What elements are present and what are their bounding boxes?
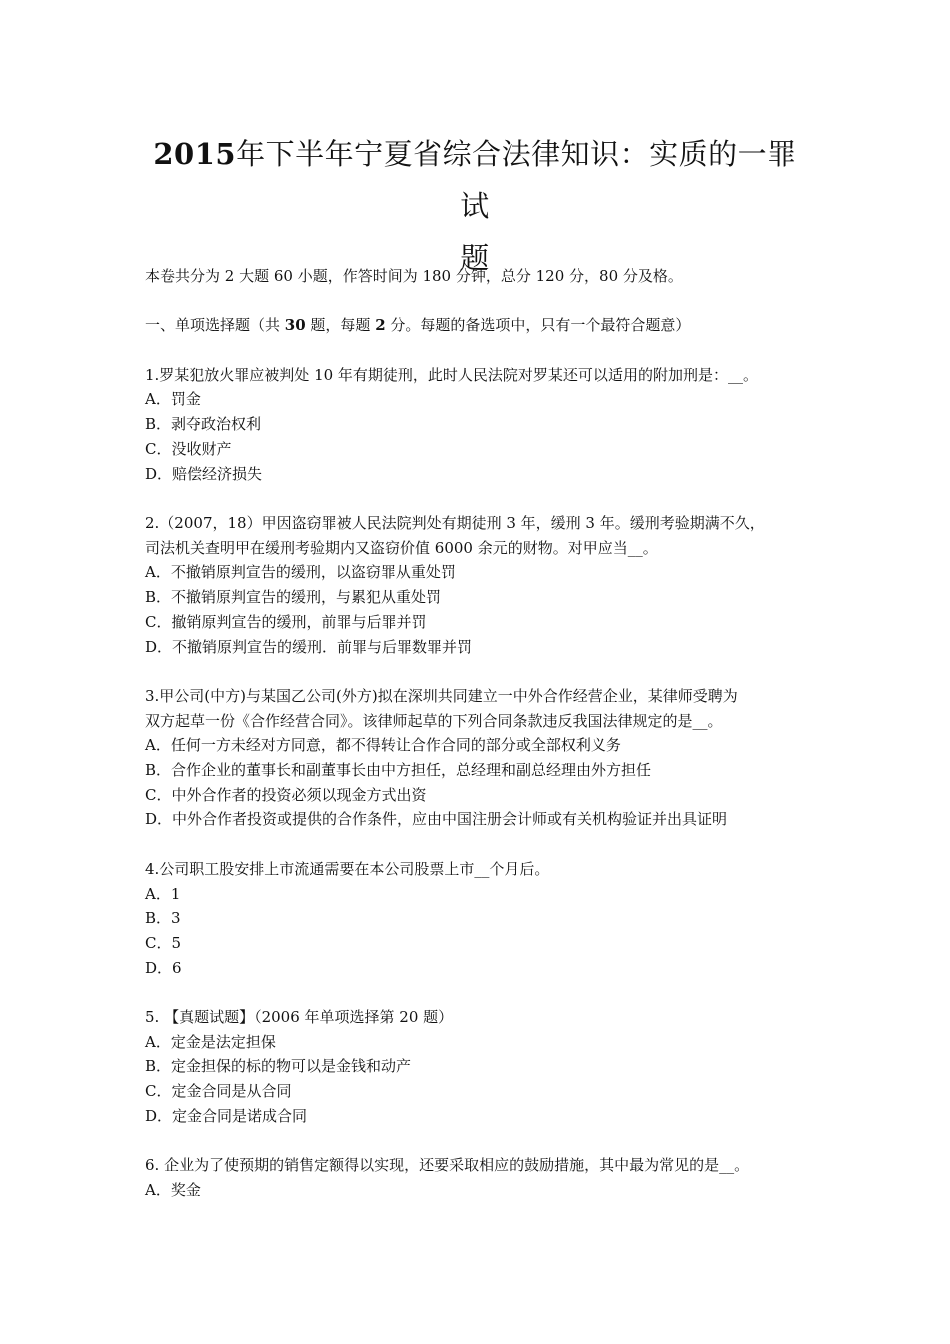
section-heading: 一、单项选择题（共 30 题，每题 2 分。每题的备选项中，只有一个最符合题意） [145, 316, 691, 335]
option-c: C．中外合作者的投资必须以现金方式出资 [145, 785, 427, 804]
title-line-2: 题 [460, 241, 490, 275]
question-6 [145, 1153, 810, 1202]
question-5 [145, 1005, 810, 1129]
option-b: B．3 [145, 909, 181, 928]
question-stem: 2.（2007，18）甲因盗窃罪被人民法院判处有期徒刑 3 年，缓刑 3 年。缓刑考验期满不久， [145, 513, 765, 532]
points-per-question: 2 [375, 316, 386, 335]
question-stem: 3.甲公司(中方)与某国乙公司(外方)拟在深圳共同建立一中外合作经营企业，某律师受聘为 [145, 686, 738, 705]
document-title [140, 128, 810, 284]
option-a: A．不撤销原判宣告的缓刑，以盗窃罪从重处罚 [145, 563, 456, 582]
option-b: B．合作企业的董事长和副董事长由中方担任，总经理和副总经理由外方担任 [145, 761, 652, 779]
option-d: D．不撤销原判宣告的缓刑．前罪与后罪数罪并罚 [145, 637, 473, 656]
option-c: C．没收财产 [145, 439, 232, 458]
question-stem: 1.罗某犯放火罪应被判处 10 年有期徒刑，此时人民法院对罗某还可以适用的附加刑是：__。 [145, 365, 758, 384]
document-body [145, 264, 810, 1203]
question-stem: 4.公司职工股安排上市流通需要在本公司股票上市__个月后。 [145, 859, 550, 878]
question-1 [145, 363, 810, 487]
option-b: B．剥夺政治权利 [145, 415, 262, 434]
title-text: 年下半年宁夏省综合法律知识：实质的一罪试 [236, 137, 797, 223]
question-count: 30 [284, 316, 306, 335]
option-c: C．定金合同是从合同 [145, 1082, 292, 1101]
question-stem: 6. 企业为了使预期的销售定额得以实现，还要采取相应的鼓励措施，其中最为常见的是__。 [145, 1156, 750, 1175]
question-stem: 5. 【真题试题】（2006 年单项选择第 20 题） [145, 1008, 454, 1026]
question-2 [145, 511, 810, 659]
option-d: D．赔偿经济损失 [145, 464, 263, 483]
option-a: A．定金是法定担保 [145, 1032, 276, 1051]
option-c: C．5 [145, 933, 182, 952]
option-b: B．不撤销原判宣告的缓刑，与累犯从重处罚 [145, 588, 442, 607]
question-stem-continued: 双方起草一份《合作经营合同》。该律师起草的下列合同条款违反我国法律规定的是__。 [145, 711, 723, 730]
option-a: A．任何一方未经对方同意，都不得转让合作合同的部分或全部权利义务 [145, 736, 621, 755]
option-d: D．定金合同是诺成合同 [145, 1106, 308, 1125]
title-year: 2015 [153, 137, 237, 171]
question-stem-continued: 司法机关查明甲在缓刑考验期内又盗窃价值 6000 余元的财物。对甲应当__。 [145, 538, 658, 557]
option-a: A．奖金 [145, 1180, 201, 1199]
title-line-1 [140, 128, 810, 232]
exam-intro: 本卷共分为 2 大题 60 小题，作答时间为 180 分钟，总分 120 分，80 分及格。 [145, 267, 683, 285]
option-a: A．罚金 [145, 390, 201, 409]
question-3 [145, 684, 810, 832]
option-b: B．定金担保的标的物可以是金钱和动产 [145, 1057, 412, 1076]
option-c: C．撤销原判宣告的缓刑，前罪与后罪并罚 [145, 612, 427, 631]
question-4 [145, 857, 810, 981]
option-a: A．1 [145, 884, 181, 903]
option-d: D．中外合作者投资或提供的合作条件，应由中国注册会计师或有关机构验证并出具证明 [145, 810, 728, 829]
option-d: D．6 [145, 958, 182, 977]
